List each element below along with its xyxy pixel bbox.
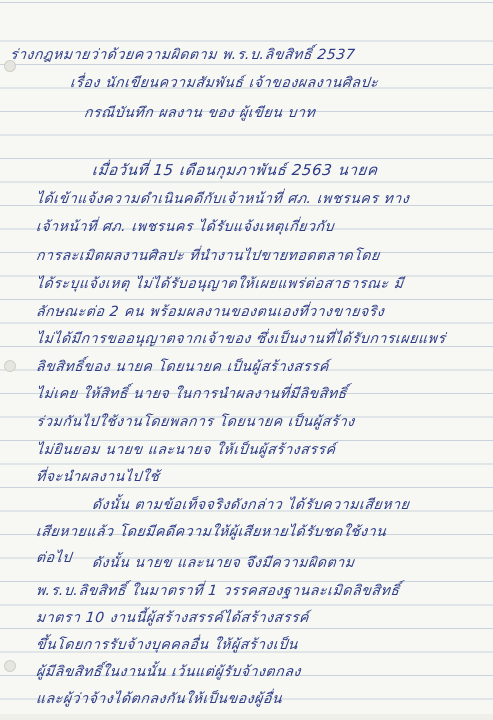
body-line: ไม่ได้มีการขออนุญาตจากเจ้าของ ซึ่งเป็นงานที่ได้รับการเผยแพร่	[35, 331, 447, 347]
body-line: ไม่ยินยอม นายข และนายจ ให้เป็นผู้สร้างสรรค์	[35, 442, 337, 458]
body-line: ผู้มีลิขสิทธิ์ในงานนั้น เว้นแต่ผู้รับจ้างตกลง	[35, 664, 302, 680]
body-line: ลักษณะต่อ 2 คน พร้อมผลงานของตนเองที่วางขายจริง	[35, 304, 386, 320]
body-line: ได้เข้าแจ้งความดำเนินคดีกับเจ้าหน้าที่ ศภ. เพชรนคร ทาง	[35, 191, 411, 207]
body-line: ร่วมกันไปใช้งานโดยพลการ โดยนายค เป็นผู้สร้าง	[35, 414, 356, 430]
header-line-2: เรื่อง นักเขียนความสัมพันธ์ เจ้าของผลงานศิลปะ	[69, 75, 380, 91]
header-line-3: กรณีบันทึก ผลงาน ของ ผู้เขียน บาท	[83, 105, 317, 121]
body-line: พ.ร.บ.ลิขสิทธิ์ ในมาตราที่ 1 วรรคสองฐานละเมิดลิขสิทธิ์	[35, 583, 401, 599]
body-line: ไม่เคย ให้สิทธิ์ นายจ ในการนำผลงานที่มีลิขสิทธิ์	[35, 386, 348, 402]
body-line: การละเมิดผลงานศิลปะ ที่นำงานไปขายทอดตลาดโดย	[35, 248, 381, 264]
page-bottom-edge	[0, 714, 493, 720]
body-line: มาตรา 10 งานนี้ผู้สร้างสรรค์ได้สร้างสรรค์	[35, 610, 310, 626]
header-line-1: ร่างกฎหมายว่าด้วยความผิดตาม พ.ร.บ.ลิขสิทธิ์ 2537	[9, 47, 357, 63]
body-line: เจ้าหน้าที่ ศภ. เพชรนคร ได้รับแจ้งเหตุเกี่ยวกับ	[35, 219, 335, 235]
body-line: เสียหายแล้ว โดยมีคดีความให้ผู้เสียหายได้รับชดใช้งาน	[35, 524, 388, 540]
body-line: ที่จะนำผลงานไปใช้	[35, 469, 161, 485]
body-line: ขึ้นโดยการรับจ้างบุคคลอื่น ให้ผู้สร้างเป็น	[35, 637, 299, 653]
body-line: และผู้ว่าจ้างได้ตกลงกันให้เป็นของผู้อื่น	[35, 691, 284, 707]
body-line: ดังนั้น นายข และนายจ จึงมีความผิดตาม	[91, 555, 356, 571]
body-line: ลิขสิทธิ์ของ นายค โดยนายค เป็นผู้สร้างสรรค์	[35, 359, 330, 375]
body-line: ได้ระบุแจ้งเหตุ ไม่ได้รับอนุญาตให้เผยแพร่ต่อสาธารณะ มี	[35, 276, 405, 292]
body-line: ดังนั้น ตามข้อเท็จจริงดังกล่าว ได้รับความเสียหาย	[91, 497, 411, 513]
body-line: เมื่อวันที่ 15 เดือนกุมภาพันธ์ 2563 นายค	[91, 161, 379, 179]
body-line: ต่อไป	[35, 550, 73, 566]
